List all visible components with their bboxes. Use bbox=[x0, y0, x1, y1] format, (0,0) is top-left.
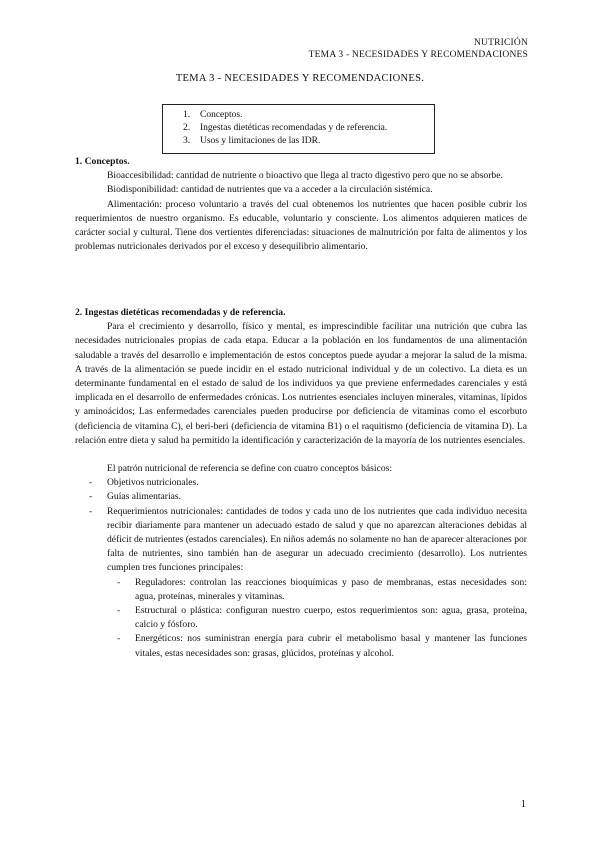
sublist-item bbox=[75, 576, 527, 604]
list-bullet: - bbox=[117, 605, 121, 617]
list-item bbox=[75, 490, 527, 504]
list-item-text: Energéticos: nos suministran energía para cubrir el metabolismo basal y mantener las funciones vitales, estas necesidades son: grasas, glúcidos, proteínas y alcohol. bbox=[135, 633, 527, 659]
section-2 bbox=[75, 306, 527, 661]
list-bullet: - bbox=[89, 491, 93, 503]
list-item-text: Requerimientos nutricionales: cantidades de todos y cada uno de los nutrientes que cada individuo necesita recibir diariamente para mantener un adecuado estado de salud y que no aparezcan alteraciones debidas al déficit de nutrientes (estados carenciales). En niños además no solamente no han de aparecer alteraciones por falta de nutrientes, sino también han de asegurar un adecuado crecimiento (desarrollo). Los nutrientes cumplen tres funciones principales: bbox=[107, 505, 527, 574]
toc-item-label: Usos y limitaciones de las IDR. bbox=[200, 136, 321, 146]
section-1 bbox=[75, 155, 527, 254]
header-topic: TEMA 3 - NECESIDADES Y RECOMENDACIONES bbox=[308, 50, 528, 60]
toc-item-label: Conceptos. bbox=[200, 110, 243, 120]
list-item-text: Estructural o plástica: configuran nuestro cuerpo, estos requerimientos son: agua, grasa, proteína, calcio y fósforo. bbox=[135, 605, 527, 631]
toc-item-number: 3. bbox=[183, 136, 191, 146]
toc-item bbox=[183, 135, 434, 148]
document-title: TEMA 3 - NECESIDADES Y RECOMENDACIONES. bbox=[175, 73, 425, 84]
paragraph: El patrón nutricional de referencia se define con cuatro conceptos básicos: bbox=[107, 463, 393, 475]
page-header bbox=[309, 37, 528, 61]
toc-item bbox=[183, 109, 434, 122]
paragraph: Alimentación: proceso voluntario a través del cual obtenemos los nutrientes que hacen posible cubrir los requerimientos de nuestro organismo. Es educable, voluntario y consciente. Los alimentos adquieren matices de carácter social y cultural. Tiene dos vertientes diferenciadas: situaciones de malnutrición por falta de alimentos y los problemas nutricionales derivados por el exceso y desequilibrio alimentario. bbox=[75, 198, 527, 253]
paragraph: Bioaccesibilidad: cantidad de nutriente o bioactivo que llega al tracto digestivo pero que no se absorbe. bbox=[107, 170, 503, 182]
list-bullet: - bbox=[117, 576, 121, 588]
toc-item-label: Ingestas dietéticas recomendadas y de referencia. bbox=[200, 123, 388, 133]
list-bullet: - bbox=[89, 505, 93, 517]
header-subject: NUTRICIÓN bbox=[473, 38, 528, 48]
paragraph: Para el crecimiento y desarrollo, físico y mental, es imprescindible facilitar una nutrición que cubra las necesidades nutricionales propias de cada etapa. Educar a la población en los fundamentos de una alimentación saludable a través del desarrollo e implementación de estos conceptos puede ayudar a mejorar la salud de la misma. A través de la alimentación se puede incidir en el estado nutricional individual y de un colectivo. La dieta es un determinante fundamental en el estado de salud de los individuos ya que previene enfermedades carenciales y está implicada en el desarrollo de enfermedades crónicas. Los nutrientes esenciales incluyen minerales, vitaminas, lípidos y aminoácidos; Las enfermedades carenciales pueden producirse por deficiencia de vitaminas como el escorbuto (deficiencia de vitamina C), el beri-beri (deficiencia de vitamina B1) o el raquitismo (deficiencia de vitamina D). La relación entre dieta y salud ha permitido la identificación y caracterización de la mayoría de los nutrientes esenciales. bbox=[75, 321, 527, 446]
list-item-text: Reguladores: controlan las reacciones bioquímicas y paso de membranas, estas necesidades son: agua, proteínas, minerales y vitaminas. bbox=[135, 576, 527, 602]
toc-item-number: 1. bbox=[183, 110, 191, 120]
list-bullet: - bbox=[89, 477, 93, 489]
section-heading: 1. Conceptos. bbox=[75, 156, 130, 167]
sublist-item bbox=[75, 632, 527, 660]
toc-item-number: 2. bbox=[183, 123, 191, 133]
table-of-contents bbox=[162, 104, 435, 154]
list-bullet: - bbox=[117, 633, 121, 645]
paragraph: Biodisponibilidad: cantidad de nutrientes que va a acceder a la circulación sistémica. bbox=[107, 184, 433, 196]
toc-item bbox=[183, 122, 434, 135]
section-heading: 2. Ingestas dietéticas recomendadas y de referencia. bbox=[75, 307, 286, 318]
page-number: 1 bbox=[520, 799, 526, 810]
list-item-text: Guías alimentarias. bbox=[107, 491, 182, 503]
list-item bbox=[75, 476, 527, 490]
list-item bbox=[75, 505, 527, 576]
sublist-item bbox=[75, 604, 527, 632]
list-item-text: Objetivos nutricionales. bbox=[107, 477, 199, 489]
